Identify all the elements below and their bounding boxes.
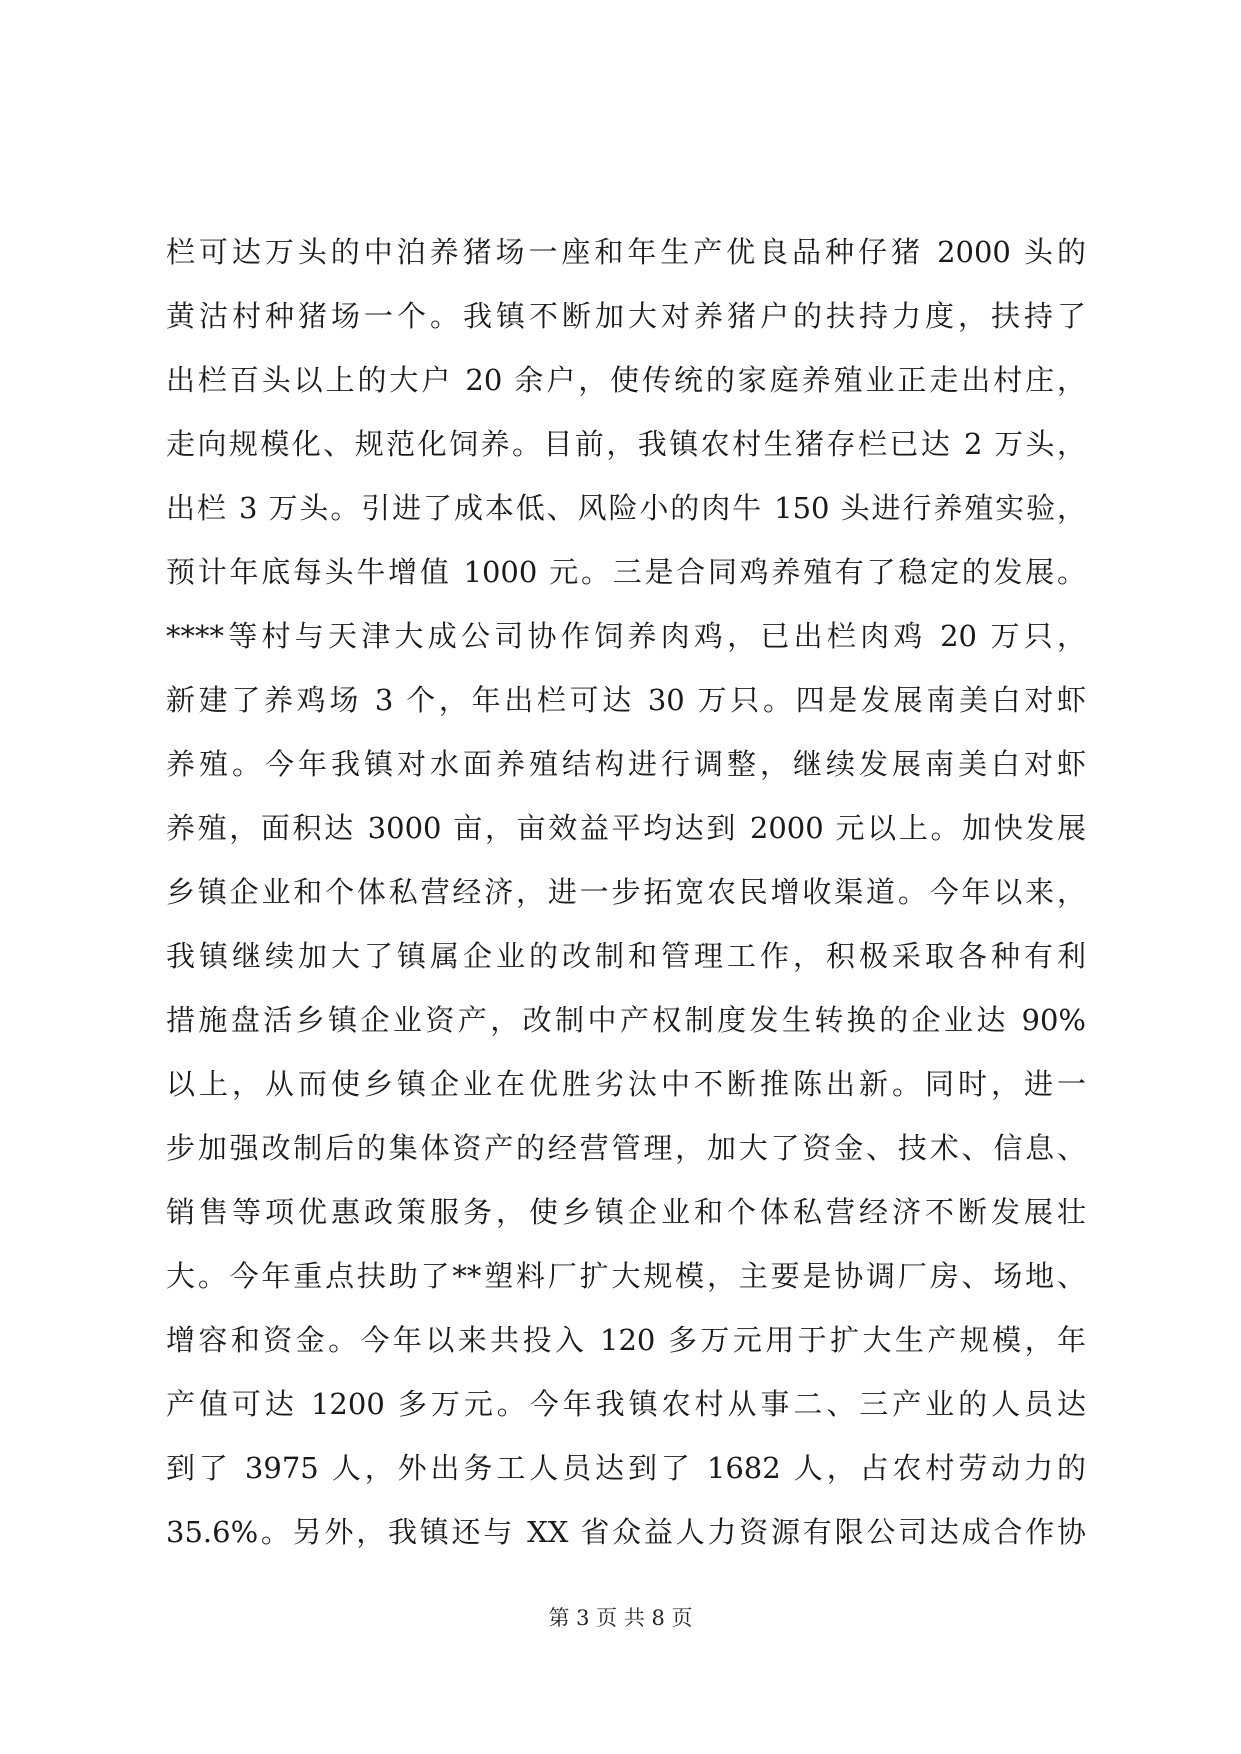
text-line: 35.6%。另外，我镇还与 XX 省众益人力资源有限公司达成合作协 <box>166 1515 1086 1549</box>
text-line: 销售等项优惠政策服务，使乡镇企业和个体私营经济不断发展壮 <box>166 1195 1086 1229</box>
text-line: 到了 3975 人，外出务工人员达到了 1682 人，占农村劳动力的 <box>166 1451 1086 1485</box>
body-text <box>166 230 1086 1574</box>
text-line: 大。今年重点扶助了**塑料厂扩大规模，主要是协调厂房、场地、 <box>166 1259 1086 1293</box>
text-line: 黄沽村种猪场一个。我镇不断加大对养猪户的扶持力度，扶持了 <box>166 299 1086 333</box>
text-line: 出栏 3 万头。引进了成本低、风险小的肉牛 150 头进行养殖实验， <box>166 491 1086 525</box>
text-line: 新建了养鸡场 3 个，年出栏可达 30 万只。四是发展南美白对虾 <box>166 683 1086 717</box>
text-line: 养殖，面积达 3000 亩，亩效益平均达到 2000 元以上。加快发展 <box>166 811 1086 845</box>
text-line: 措施盘活乡镇企业资产，改制中产权制度发生转换的企业达 90% <box>166 1003 1086 1037</box>
text-line: 增容和资金。今年以来共投入 120 多万元用于扩大生产规模，年 <box>166 1323 1086 1357</box>
text-line: 栏可达万头的中泊养猪场一座和年生产优良品种仔猪 2000 头的 <box>166 235 1086 269</box>
text-line: 步加强改制后的集体资产的经营管理，加大了资金、技术、信息、 <box>166 1131 1086 1165</box>
text-line: 乡镇企业和个体私营经济，进一步拓宽农民增收渠道。今年以来， <box>166 875 1086 909</box>
text-line: 走向规模化、规范化饲养。目前，我镇农村生猪存栏已达 2 万头， <box>166 427 1086 461</box>
text-line: 我镇继续加大了镇属企业的改制和管理工作，积极采取各种有利 <box>166 939 1086 973</box>
text-line: 产值可达 1200 多万元。今年我镇农村从事二、三产业的人员达 <box>166 1387 1086 1421</box>
page-footer: 第 3 页 共 8 页 <box>548 1606 693 1630</box>
text-line: 以上，从而使乡镇企业在优胜劣汰中不断推陈出新。同时，进一 <box>166 1067 1086 1101</box>
text-line: 出栏百头以上的大户 20 余户，使传统的家庭养殖业正走出村庄， <box>166 363 1086 397</box>
text-line: ****等村与天津大成公司协作饲养肉鸡，已出栏肉鸡 20 万只， <box>166 619 1086 653</box>
text-line: 养殖。今年我镇对水面养殖结构进行调整，继续发展南美白对虾 <box>166 747 1086 781</box>
text-line: 预计年底每头牛增值 1000 元。三是合同鸡养殖有了稳定的发展。 <box>166 555 1086 589</box>
